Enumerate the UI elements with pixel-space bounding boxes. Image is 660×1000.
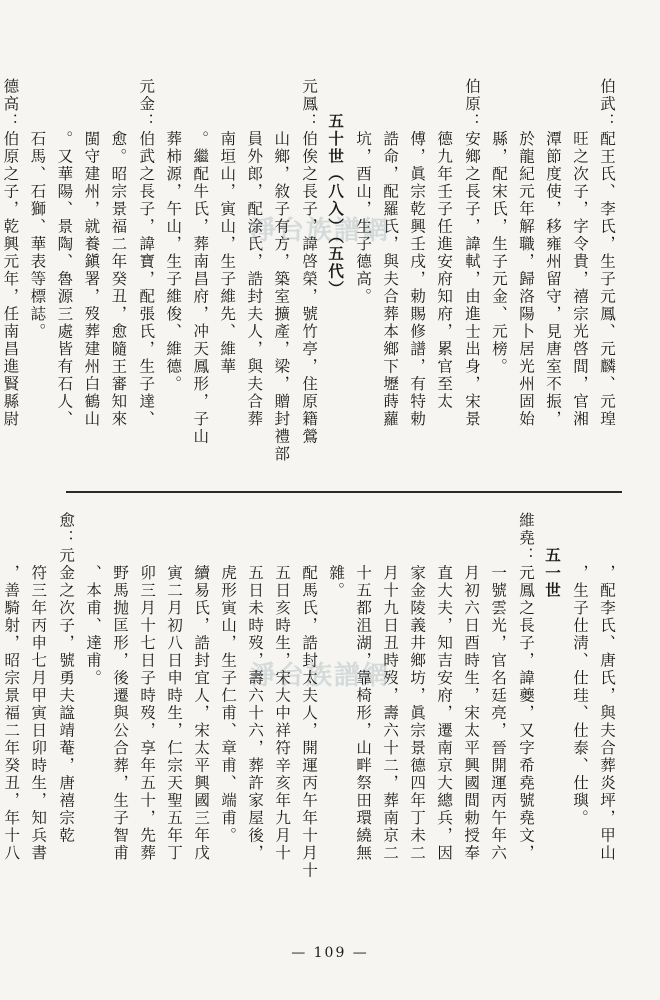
text-column: 伯武：配王氏、李氏，生子元鳳、元麟、元瑝	[598, 78, 616, 428]
text-column: 一號雲光，官名廷亮，晉開運丙午年六	[489, 512, 508, 862]
text-column: 。繼配牛氏，葬南昌府，冲天鳳形，子山	[191, 78, 210, 446]
text-column: 愈：元金之次子，號勇夫諡靖菴，唐禧宗乾	[57, 512, 76, 845]
text-column: 直大夫，知吉安府，遷南京大總兵，因	[435, 512, 454, 862]
text-column: 潭節度使，移雍州留守，見唐室不振，	[544, 78, 562, 428]
text-column: 石馬、石獅、華表等標誌。	[28, 78, 47, 341]
section-divider	[66, 491, 622, 493]
watermark-top: 淨台族譜網	[250, 216, 391, 246]
generation-heading: 五十世（八入）（五代）	[326, 78, 346, 298]
text-column: 元鳳：伯俟之長子，諱啓榮，號竹亭，住原籍鶯	[300, 78, 319, 446]
text-column: 閩守建州，就養鎭署，歿葬建州白鶴山	[82, 78, 101, 428]
text-column: ，配李氏、唐氏，與夫合葬炎坪，甲山	[598, 512, 616, 862]
bottom-text-block	[2, 512, 620, 922]
text-column: 葬柿源，午山，生子維俊、維德。	[164, 78, 183, 393]
text-column: 五日未時歿，壽六十六，葬許家屋後，	[246, 512, 265, 862]
top-text-block	[1, 78, 620, 478]
page-number: — 109 —	[291, 945, 369, 961]
text-column: 山鄉，敘子有方，築室擴產，梁，贈封禮部	[272, 78, 291, 463]
text-column: 元金：伯武之長子，諱寶，配張氏，生子達、	[137, 78, 156, 428]
text-column: ，善騎射，昭宗景福二年癸丑，年十八	[2, 512, 21, 862]
text-column: 、本甫、達甫。	[84, 512, 103, 687]
text-column: 虎形寅山，生子仁甫、章甫、端甫。	[219, 512, 238, 845]
text-column: 寅二月初八日申時生，仁宗天聖五年丁	[165, 512, 184, 862]
text-column: 傅，眞宗乾興壬戌，勅賜修譜，有特勅	[408, 78, 427, 428]
text-column: 家金陵義井鄉坊，眞宗景德四年丁未二	[408, 512, 427, 862]
text-column: 誥命，配羅氏，與夫合葬本鄉下壢蒔蘿	[381, 78, 400, 428]
text-column: 月十九日丑時歿，壽六十二，葬南京二	[381, 512, 400, 862]
watermark-bottom: 淨台族譜網	[250, 661, 391, 691]
text-column: 月初六日酉時生，宋太平興國間勅授奉	[462, 512, 481, 862]
text-column: 德高：伯原之子，乾興元年，任南昌進賢縣尉	[1, 78, 20, 428]
text-column: 伯原：安鄉之長子，諱軾，由進士出身，宋景	[463, 78, 481, 428]
text-column: 續易氏，誥封宜人，宋太平興國三年戊	[192, 512, 211, 862]
text-column: 南垣山，寅山，生子維先、維華	[218, 78, 237, 376]
text-column: 雜。	[327, 512, 346, 600]
text-column: 愈。昭宗景福二年癸丑，愈隨王審知來	[109, 78, 128, 428]
text-column: 坑，酉山，生子德高。	[354, 78, 373, 306]
text-column: 符三年丙申七月甲寅日卯時生，知兵書	[29, 512, 48, 862]
text-column: 旺之次子，字令貴，禧宗光啓間，官湘	[571, 78, 589, 428]
text-column: 。又華陽、景陶、魯源三處皆有石人、	[55, 78, 74, 428]
text-column: 維堯：元鳳之長子，諱夔，又字希堯號堯文，	[517, 512, 535, 862]
text-column: 十五都沮湖，靠椅形，山畔祭田環繞無	[354, 512, 373, 862]
text-column: 員外郎，配涂氏，誥封夫人，與夫合葬	[245, 78, 264, 428]
text-column: 於龍紀元年解職，歸洛陽卜居光州固始	[517, 78, 535, 428]
text-column: 配馬氏，誥封太夫人，開運丙午年十月十	[300, 512, 319, 880]
generation-heading: 五一世	[543, 512, 562, 600]
text-column: 五日亥時生，宋大中祥符辛亥年九月十	[273, 512, 292, 862]
text-column: 卯三月十七日子時歿，享年五十，先葬	[138, 512, 157, 862]
text-column: 縣，配宋氏，生子元金、元榜。	[490, 78, 508, 376]
text-column: 野馬抛匡形，後遷與公合葬，生子智甫	[111, 512, 130, 862]
text-column: ，生子仕淸、仕珪、仕泰、仕璵。	[571, 512, 589, 827]
text-column: 德九年壬子任進安府知府，累官至太	[435, 78, 454, 411]
